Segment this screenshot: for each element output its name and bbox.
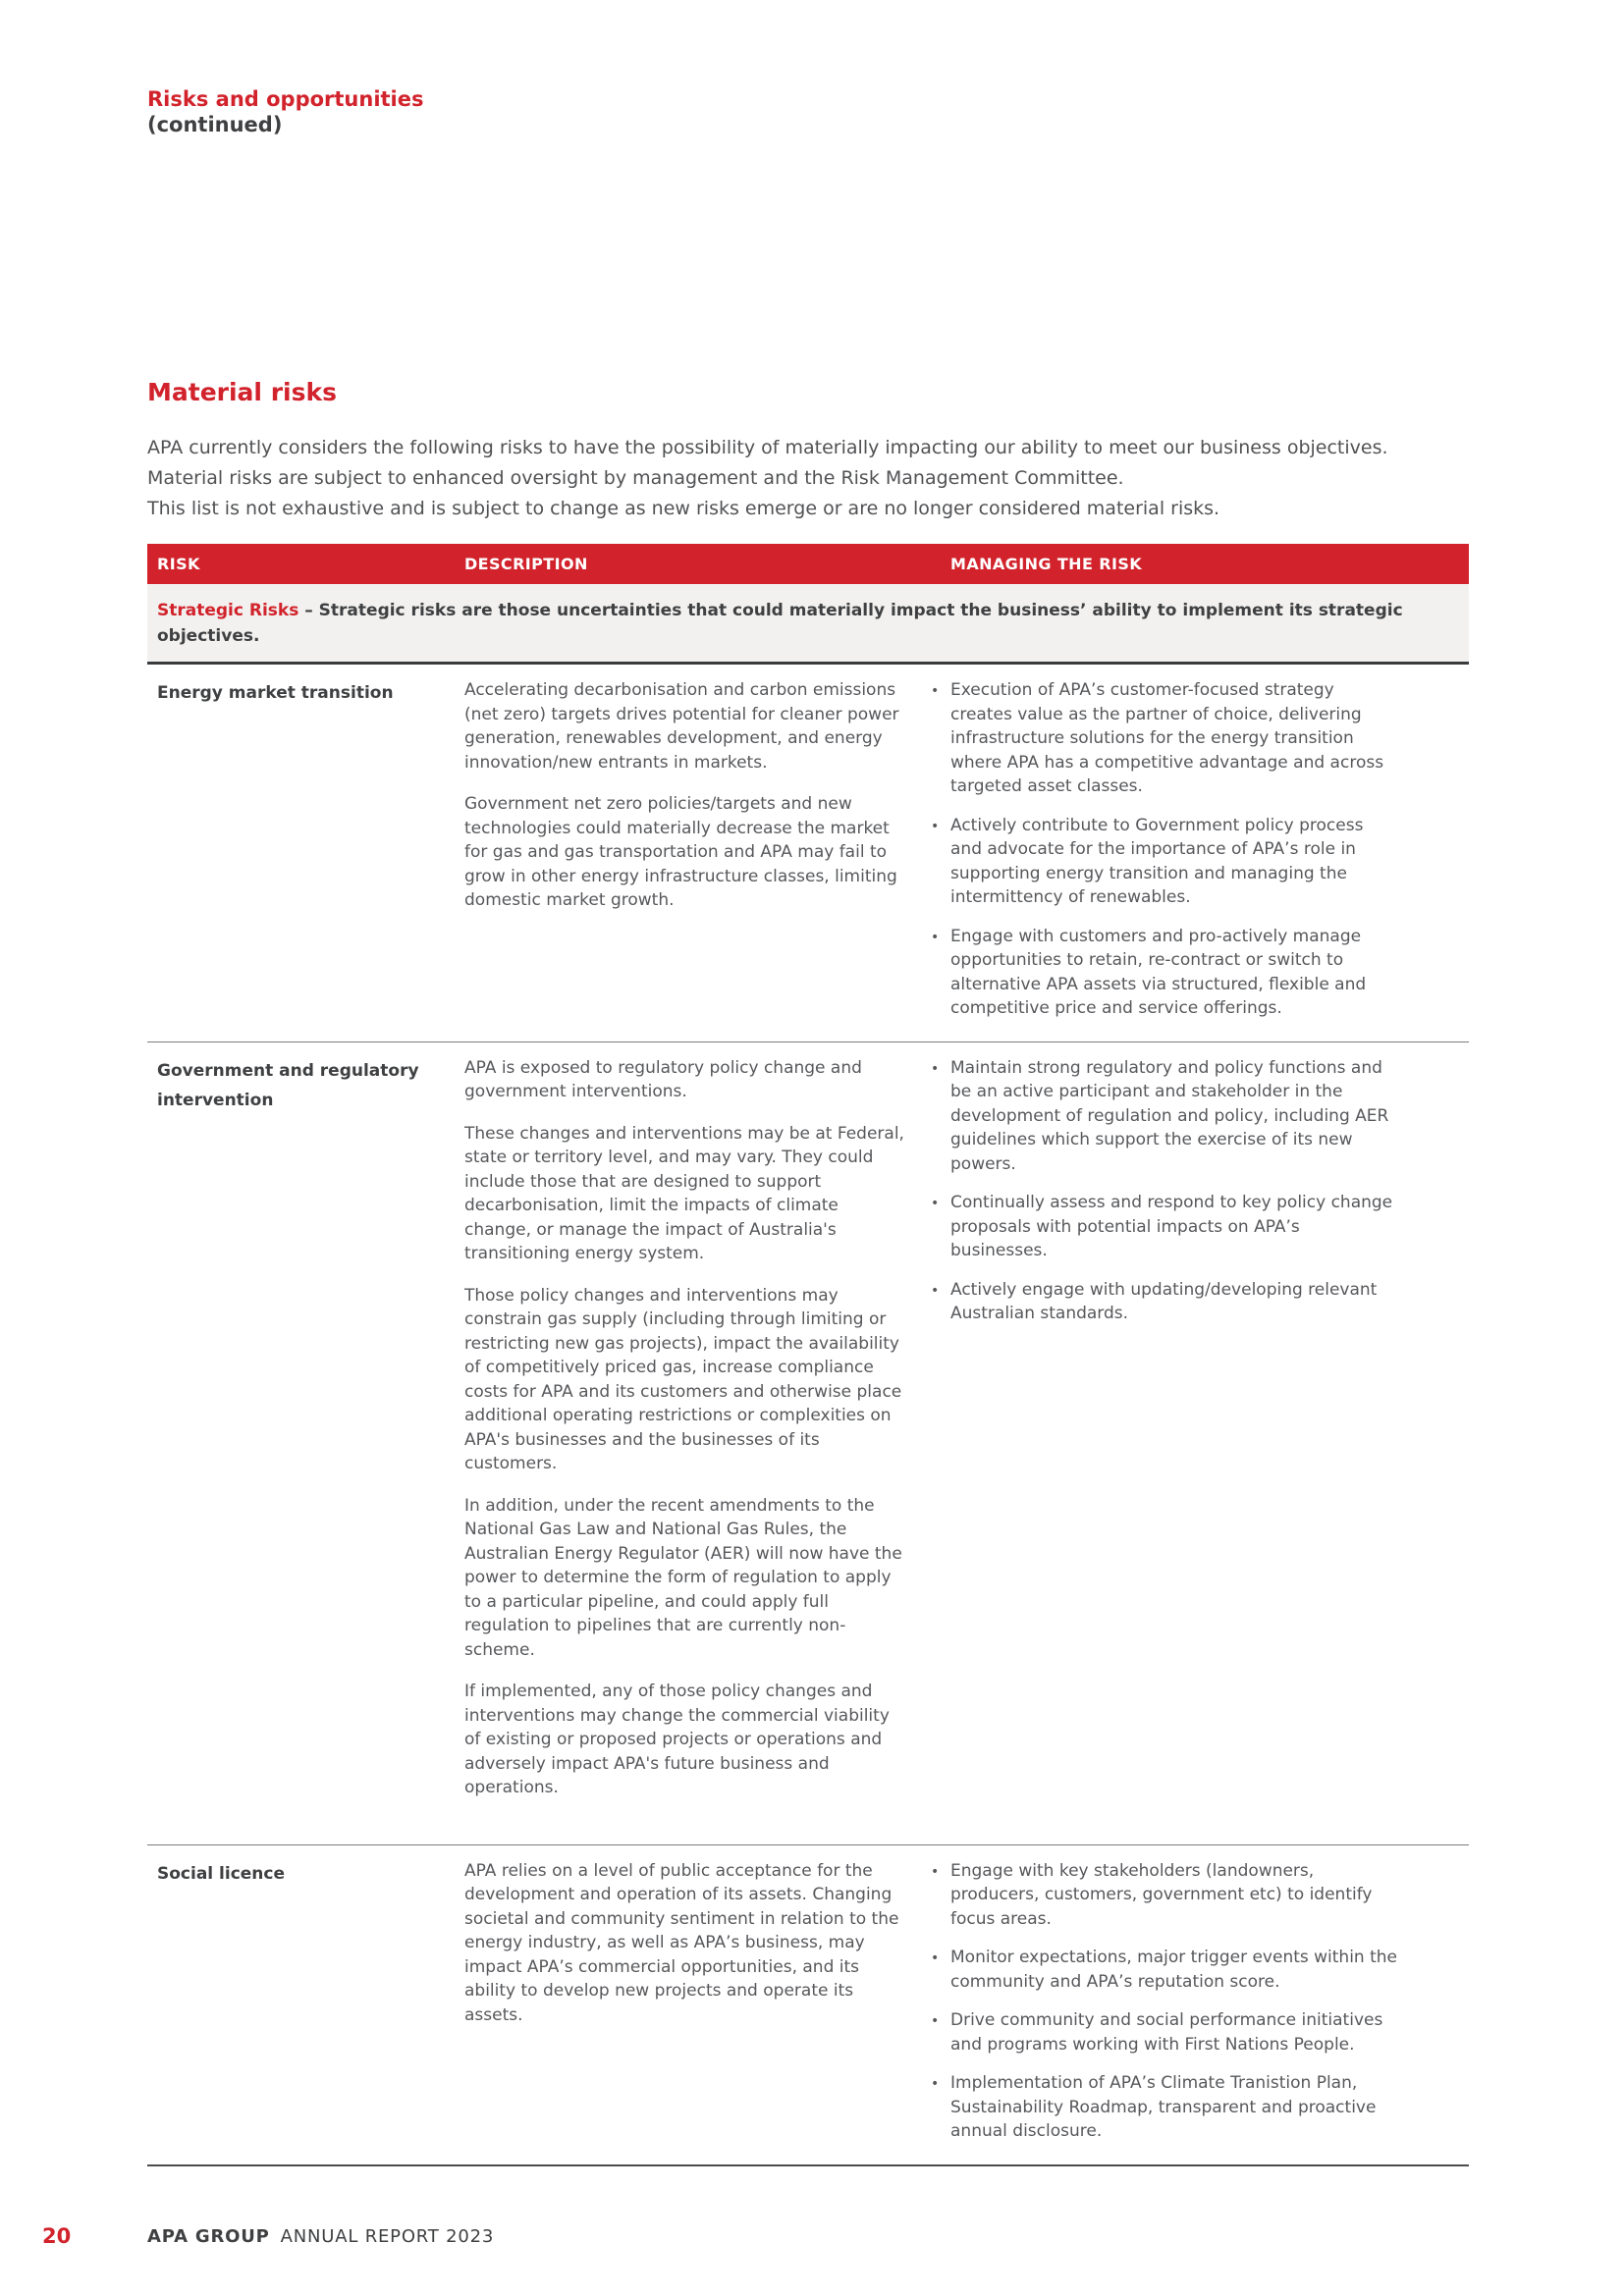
risk-name: Social licence bbox=[157, 1863, 286, 1884]
column-header-risk: RISK bbox=[157, 555, 200, 573]
description-paragraph: If implemented, any of those policy changes and interventions may change the commercial viability of existing or proposed projects or operations and adversely impact APA's future business and operations. bbox=[464, 1682, 890, 1797]
managing-bullet: • Engage with key stakeholders (landowners, producers, customers, government etc) to identify focus areas. bbox=[918, 1859, 1398, 1932]
managing-bullet: • Implementation of APA’s Climate Tranistion Plan, Sustainability Roadmap, transparent and proactive annual disclosure. bbox=[918, 2071, 1398, 2144]
column-header-managing: MANAGING THE RISK bbox=[950, 555, 1143, 573]
managing-bullet: • Execution of APA’s customer-focused strategy creates value as the partner of choice, delivering infrastructure solutions for the energy transition where APA has a competitive advantage and across targeted asset classes. bbox=[918, 678, 1398, 799]
report-name: ANNUAL REPORT 2023 bbox=[280, 2226, 495, 2247]
managing-bullet: • Actively engage with updating/developing relevant Australian standards. bbox=[918, 1278, 1398, 1326]
managing-bullet: • Continually assess and respond to key policy change proposals with potential impacts on APA’s businesses. bbox=[918, 1191, 1398, 1263]
description-paragraph: APA is exposed to regulatory policy change and government interventions. bbox=[464, 1057, 862, 1101]
category-label: Strategic Risks bbox=[157, 601, 299, 620]
report-brand: APA GROUP bbox=[147, 2226, 270, 2247]
risk-description bbox=[461, 1859, 918, 2159]
page-footer bbox=[0, 2224, 1624, 2264]
table-row bbox=[147, 1844, 1469, 2164]
description-paragraph: In addition, under the recent amendments to the National Gas Law and National Gas Rules, the Australian Energy Regulator (AER) will now have the power to determine the form of regulation to apply to a particular pipeline, and could apply full regulation to pipelines that are currently non-scheme. bbox=[464, 1495, 902, 1660]
risk-managing bbox=[918, 1056, 1469, 1839]
managing-bullet: • Maintain strong regulatory and policy functions and be an active participant and stakeholder in the development of regulation and policy, including AER guidelines which support the exercise of its new powers. bbox=[918, 1056, 1398, 1177]
table-row bbox=[147, 1041, 1469, 1844]
doc-header bbox=[147, 86, 1469, 137]
description-paragraph: Those policy changes and interventions may constrain gas supply (including through limiting or restricting new gas projects), impact the availability of competitively priced gas, increase compliance costs for APA and its customers and otherwise place additional operating restrictions or complexities on APA's businesses and the businesses of its customers. bbox=[464, 1285, 902, 1473]
description-paragraph: APA relies on a level of public acceptance for the development and operation of its assets. Changing societal and community sentiment in relation to the energy industry, as well as APA’s business, may impact APA’s commercial opportunities, and its ability to develop new projects and operate its assets. bbox=[464, 1860, 899, 2025]
intro-paragraph: This list is not exhaustive and is subject to change as new risks emerge or are no longer considered material risks. bbox=[147, 498, 1220, 519]
managing-bullet: • Engage with customers and pro-actively manage opportunities to retain, re-contract or switch to alternative APA assets via structured, flexible and competitive price and service offerings. bbox=[918, 925, 1398, 1021]
risk-managing bbox=[918, 1859, 1469, 2159]
material-risks-table bbox=[147, 544, 1469, 2166]
managing-bullet: • Actively contribute to Government policy process and advocate for the importance of APA’s role in supporting energy transition and managing the intermittency of renewables. bbox=[918, 814, 1398, 910]
managing-bullet-list bbox=[918, 1056, 1398, 1326]
managing-bullet-list bbox=[918, 1859, 1398, 2144]
risk-description bbox=[461, 1056, 918, 1839]
report-title bbox=[147, 2226, 494, 2247]
description-paragraph: Government net zero policies/targets and new technologies could materially decrease the market for gas and gas transportation and APA may fail to grow in other energy infrastructure classes, limiting domestic market growth. bbox=[464, 794, 897, 910]
table-row bbox=[147, 665, 1469, 1041]
risk-description bbox=[461, 678, 918, 1036]
risk-name: Government and regulatory intervention bbox=[157, 1060, 419, 1110]
managing-bullet: • Monitor expectations, major trigger events within the community and APA’s reputation score. bbox=[918, 1946, 1398, 1994]
intro-paragraphs bbox=[147, 433, 1469, 524]
intro-paragraph: APA currently considers the following risks to have the possibility of materially impacting our ability to meet our business objectives. Material risks are subject to enhanced oversight by management and the Risk Management Committee. bbox=[147, 437, 1388, 489]
managing-bullet-list bbox=[918, 678, 1398, 1021]
section-title: Material risks bbox=[147, 378, 337, 406]
doc-header-title: Risks and opportunities bbox=[147, 87, 424, 111]
managing-bullet: • Drive community and social performance initiatives and programs working with First Nations People. bbox=[918, 2008, 1398, 2056]
category-band-strategic-risks bbox=[147, 584, 1469, 665]
risk-name: Energy market transition bbox=[157, 683, 394, 703]
page-number: 20 bbox=[42, 2224, 72, 2248]
risk-managing bbox=[918, 678, 1469, 1036]
category-text: – Strategic risks are those uncertainties that could materially impact the business’ ability to implement its strategic objectives. bbox=[157, 601, 1403, 646]
description-paragraph: Accelerating decarbonisation and carbon emissions (net zero) targets drives potential for cleaner power generation, renewables development, and energy innovation/new entrants in markets. bbox=[464, 680, 899, 773]
description-paragraph: These changes and interventions may be at Federal, state or territory level, and may vary. They could include those that are designed to support decarbonisation, limit the impacts of climate change, or manage the impact of Australia's transitioning energy system. bbox=[464, 1123, 904, 1263]
table-header-row bbox=[147, 544, 1469, 584]
column-header-description: DESCRIPTION bbox=[464, 555, 588, 573]
doc-header-subtitle: (continued) bbox=[147, 113, 283, 136]
